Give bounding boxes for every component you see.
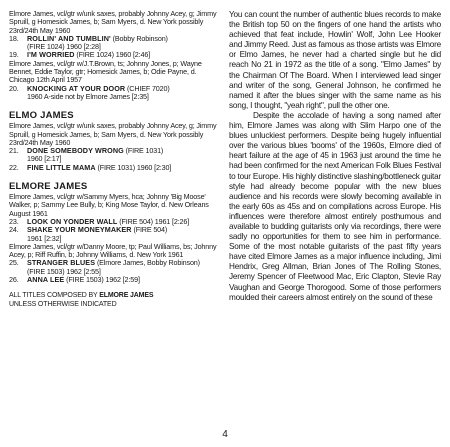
- track-info-line2: (FIRE 1503) 1962 [2:55]: [27, 266, 101, 276]
- liner-notes-column: [229, 10, 441, 303]
- track-22: [9, 164, 219, 172]
- track-info-line2: (FIRE 1024) 1960 [2:28]: [27, 42, 101, 52]
- track-info: (FIRE 1024) 1960 [2:46]: [74, 50, 151, 60]
- track-info-line2: 1960 [2:17]: [27, 154, 62, 164]
- track-number: 21.: [9, 146, 19, 156]
- session-credit: Elmore James, vcl/gtr w/Danny Moore, tp; Paul Williams, bs; Johnny Acey, p; Riff Ruffin, b; Johnny Williams, d. New York 1961: [9, 241, 217, 260]
- section-heading: ELMO JAMES: [9, 110, 74, 122]
- track-info: (FIRE 504) 1961 [2:26]: [117, 216, 190, 226]
- composer-name: ELMORE JAMES: [99, 292, 154, 300]
- track-number: 26.: [9, 275, 19, 285]
- track-title: STRANGER BLUES: [27, 258, 96, 268]
- track-24: [9, 226, 219, 243]
- composer-note-line2: UNLESS OTHERWISE INDICATED: [9, 300, 117, 308]
- track-number: 19.: [9, 50, 19, 60]
- track-info: (FIRE 1503) 1962 [2:59]: [64, 275, 140, 285]
- track-title: ROLLIN' AND TUMBLIN': [27, 33, 111, 43]
- track-info: (FIRE 504): [131, 225, 168, 235]
- track-title: KNOCKING AT YOUR DOOR: [27, 83, 126, 93]
- track-title: FINE LITTLE MAMA: [27, 162, 96, 172]
- track-number: 22.: [9, 162, 19, 172]
- page-number: 4: [222, 429, 228, 440]
- track-info: (FIRE 1031): [123, 146, 164, 156]
- track-number: 20.: [9, 83, 19, 93]
- session-credit: Elmore James, vcl/gtr w/J.T.Brown, ts; Johnny Jones, p; Wayne Bennet, Eddie Taylor, gtr; Homesick James, b; Odie Payne, d. Chicago 12th April 1957: [9, 58, 202, 85]
- track-info: (CHIEF 7020): [125, 83, 170, 93]
- track-21: [9, 147, 219, 164]
- session-credit: Elmore James, vcl/gtr w/unk saxes, probably Johnny Acey, g; Jimmy Spruill, g Homesick James, b; Sam Myers, d. New York possibly 23rd/24th May 1960: [9, 121, 217, 147]
- track-number: 18.: [9, 33, 19, 43]
- track-title: LOOK ON YONDER WALL: [27, 216, 118, 226]
- liner-paragraph-1: You can count the number of authentic blues records to make the British top 50 on the fingers of one hand the artists who achieved that feat include, Howlin' Wolf, John Lee Hooker and Jimmy Reed. Just as famous as those artists was Elmore or Elmo James, he never had a charted single but he did reach No 21 in 1972 as the title of a song. "Elmo James" by the Chairman Of The Board. When I interviewed lead singer and writer of the song, General Johnson, he confirmed he named it after the blues singer with the same name as his song, I thought, "yeah right", pull the other one.: [229, 10, 441, 110]
- track-title: DONE SOMEBODY WRONG: [27, 146, 124, 156]
- track-info: (FIRE 1031) 1960 [2:30]: [95, 162, 172, 172]
- track-info-line2: 1960 A-side not by Elmore James [2:35]: [27, 91, 149, 101]
- track-title: ANNA LEE: [27, 275, 65, 285]
- track-info: (Elmore James, Bobby Robinson): [95, 258, 200, 268]
- track-info-line2: 1961 [2:32]: [27, 233, 62, 243]
- section-heading: ELMORE JAMES: [9, 181, 88, 193]
- composer-note-prefix: ALL TITLES COMPOSED BY: [9, 292, 100, 300]
- track-info: (Bobby Robinson): [110, 33, 168, 43]
- composer-note: [9, 292, 219, 308]
- session-credit: Elmore James, vcl/gtr w/unk saxes, probably Johnny Acey, g; Jimmy Spruill, g Homesick James, b; Sam Myers, d. New York possibly 23rd/24th May 1960: [9, 9, 217, 35]
- track-number: 24.: [9, 225, 19, 235]
- track-26: [9, 276, 219, 284]
- track-listing-column: [9, 10, 219, 309]
- track-18: [9, 35, 219, 52]
- session-credit: Elmore James, vcl/gtr w/Sammy Myers, hca; Johnny 'Big Moose' Walker, p; Sammy Lee Bully, b; King Mose Taylor, d. New Orleans August 1961: [9, 192, 209, 218]
- track-title: I'M WORRIED: [27, 50, 75, 60]
- track-number: 25.: [9, 258, 19, 268]
- track-title: SHAKE YOUR MONEYMAKER: [27, 225, 132, 235]
- track-20: [9, 85, 219, 102]
- track-number: 23.: [9, 216, 19, 226]
- liner-paragraph-2: Despite the accolade of having a song named after him, Elmore James was along with Slim Harpo one of the blues unluckiest performers. Despite being hugely influential over the various blues 'booms' of the 1960s, Elmore died of heart failure at the age of 45 in 1963 just around the time he had been confirmed for the next American Folk Blues Festival to tour Europe. His highly distinctive slashing/bottleneck guitar style had already become popular with the new blues audience and his records were slowly becoming available in the early 60s as 45s and on compilations across Europe. His influences were therefore almost entirely posthumous and available to budding guitarists only via recordings, there were sadly no opportunities for them to see him in performance. Some of the most notable guitarists of the past fifty years have cited Elmore James as a major influence including, Jimi Hendrix, Greg Allman, Brian Jones of The Rolling Stones, Jeremy Spencer of Fleetwood Mac, Eric Clapton, Stevie Ray Vaughan and George Thorogood. Some of those performers moulded their careers almost entirely on the sound of these: [229, 110, 441, 302]
- track-25: [9, 259, 219, 276]
